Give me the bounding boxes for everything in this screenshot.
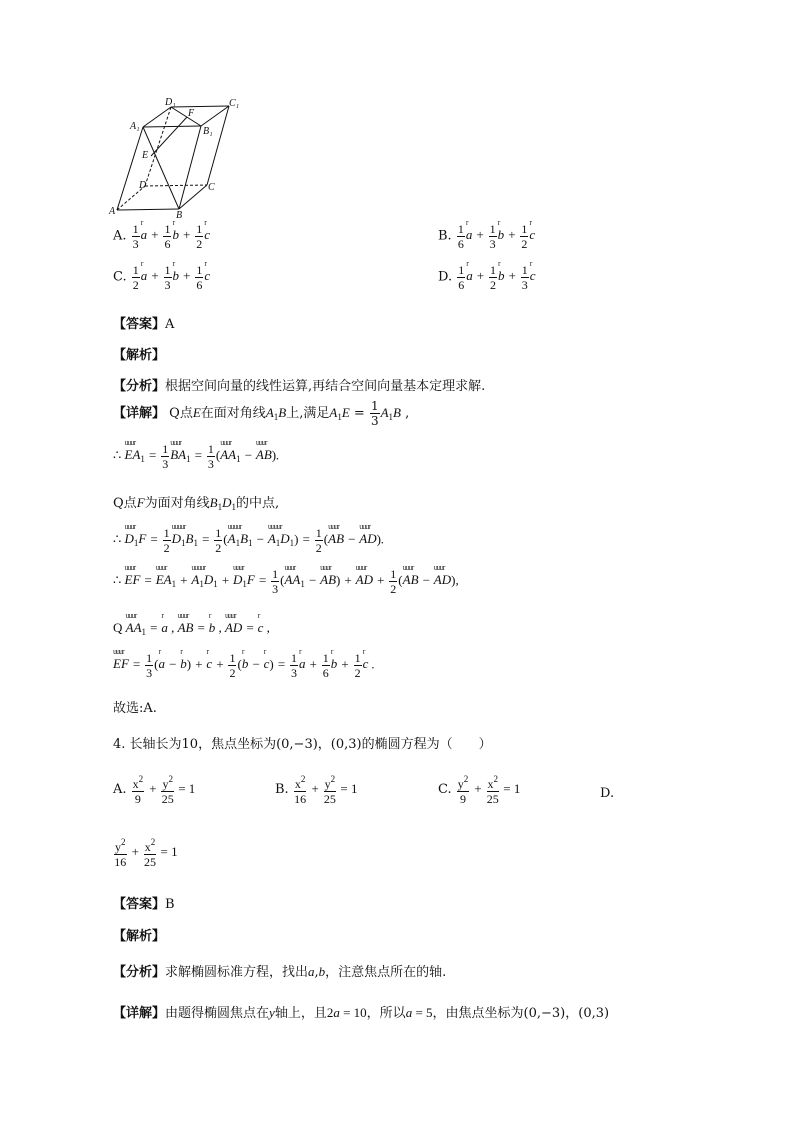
fenxi-label: 【分析】 bbox=[113, 379, 166, 394]
q4-option-b bbox=[275, 775, 357, 805]
edge-b1c1 bbox=[201, 106, 229, 126]
edge-a1b1 bbox=[143, 126, 201, 127]
q4-answer-value: B bbox=[165, 897, 175, 912]
edge-dd1-hidden bbox=[145, 107, 171, 186]
answer-value: A bbox=[165, 317, 175, 332]
q3-eq-d1f: ∴ uuur $D_1F$ = $\frac{1}{2}$ uuuur $D_1B_1$ = $\frac{1}{2}$ (uuuur $A_1B_1$ − uuuur $A_1D_1$) = $\frac{1}{2}$ (uuur AB − uuur AD). bbox=[113, 527, 384, 554]
q4-xiangjie-text5: ， bbox=[565, 1006, 579, 1021]
label-d1: D₁ bbox=[165, 97, 176, 108]
diag-a1b bbox=[143, 127, 179, 209]
q3-point-f: Q点F为面对角线$B_1D_1$的中点, bbox=[113, 495, 280, 512]
point-f-text1: 点 bbox=[123, 496, 137, 511]
option-c bbox=[113, 264, 210, 291]
q4-option-b-expr: $\frac{x^2}{16}$ + $\frac{y^2}{25}$ = 1 bbox=[294, 774, 358, 806]
label-b1: B₁ bbox=[203, 126, 213, 137]
q4-option-c bbox=[438, 775, 520, 805]
edge-aa1 bbox=[117, 127, 143, 210]
option-d bbox=[438, 264, 536, 291]
q4-option-a-expr: $\frac{x^2}{9}$ + $\frac{y^2}{25}$ = 1 bbox=[132, 774, 196, 806]
q4-fenxi-text1: 求解椭圆标准方程，找出 bbox=[165, 965, 309, 980]
option-a-letter: A. bbox=[113, 228, 127, 244]
xiangjie-text2: 在面对角线 bbox=[200, 406, 266, 421]
q4-stem: 4. 长轴长为10，焦点坐标为(0,−3)，(0,3)的椭圆方程为（ ） bbox=[113, 737, 492, 752]
label-a: A bbox=[109, 206, 116, 217]
label-e: E bbox=[142, 150, 149, 161]
edge-bc bbox=[179, 185, 207, 209]
option-c-letter: C. bbox=[113, 269, 127, 285]
option-d-letter: D. bbox=[438, 269, 453, 285]
xiangjie-label: 【详解】 bbox=[113, 406, 166, 421]
q4-option-c-expr: $\frac{y^2}{9}$ + $\frac{x^2}{25}$ = 1 bbox=[457, 774, 521, 806]
q4-option-d-letter: D. bbox=[600, 786, 615, 801]
q4-answer bbox=[113, 893, 175, 912]
q4-xiangjie-label: 【详解】 bbox=[113, 1006, 166, 1021]
q3-eq-final: uuur EF = $\frac{1}{3}$ (r a − r b) + r c + $\frac{1}{2}$ (r b − r c) = $\frac{1}{3}$ r a + $\frac{1}{6}$ r b + $\frac{1}{2}$ r c . bbox=[113, 652, 375, 679]
label-a1: A₁ bbox=[130, 121, 140, 132]
fenxi-text: 根据空间向量的线性运算,再结合空间向量基本定理求解. bbox=[165, 379, 486, 394]
q4-option-c-letter: C. bbox=[438, 781, 452, 797]
option-d-expr: $\frac{1}{6}$ r a + $\frac{1}{2}$ r b + $\frac{1}{3}$ r c bbox=[456, 268, 535, 283]
q4-option-d-expr: $\frac{y^2}{16}$ + $\frac{x^2}{25}$ = 1 bbox=[114, 837, 178, 869]
q3-jiexi-label: 【解析】 bbox=[113, 348, 166, 363]
q3-eq-ef: ∴ uuur EF = uuur $EA_1$ + uuuur $A_1D_1$ + uuur $D_1F$ = $\frac{1}{3}$ (uuur $AA_1$ − uuur AB) + uuur AD + $\frac{1}{2}$ (uuur AB − uuur AD), bbox=[113, 568, 459, 595]
label-c1: C₁ bbox=[229, 98, 240, 109]
edge-bb1 bbox=[179, 126, 201, 209]
option-b bbox=[438, 223, 535, 250]
option-a-expr: $\frac{1}{3}$ r a + $\frac{1}{6}$ r b + $\frac{1}{2}$ r c bbox=[131, 227, 210, 242]
point-f-text3: 的中点, bbox=[236, 496, 280, 511]
xiangjie-text1: 点 bbox=[179, 406, 193, 421]
parallelepiped-figure bbox=[108, 94, 258, 220]
q4-xiangjie-text1: 由题得椭圆焦点在 bbox=[165, 1006, 270, 1021]
q4-jiexi-label: 【解析】 bbox=[113, 929, 166, 944]
label-b: B bbox=[176, 210, 183, 220]
q4-xiangjie-text3: ，所以 bbox=[366, 1006, 406, 1021]
q3-fenxi bbox=[113, 375, 485, 394]
q4-fenxi-text2: ，注意焦点所在的轴. bbox=[325, 965, 447, 980]
q4-fenxi: 【分析】求解椭圆标准方程，找出a,b，注意焦点所在的轴. bbox=[113, 964, 447, 980]
edge-d1a1 bbox=[143, 107, 171, 127]
label-d: D bbox=[139, 180, 147, 191]
label-c: C bbox=[208, 182, 215, 193]
q4-option-b-letter: B. bbox=[275, 781, 289, 797]
q3-substitution: Q uuur $AA_1 = r$ a , uuur AB = r b , uuur AD = r c , bbox=[113, 620, 270, 637]
q3-xiangjie-line1: 【详解】 Q点E在面对角线$A_1B$上,满足$A_1E$ = $\frac{1}{3}$ $A_1B$ , bbox=[113, 399, 410, 428]
edge-dc-hidden bbox=[145, 185, 207, 186]
q3-eq-ea1: ∴ uuur $EA_1$ = $\frac{1}{3}$ uuur $BA_1$ = $\frac{1}{3}$ (uuur $AA_1$ − uuur AB). bbox=[113, 443, 279, 470]
xiangjie-text3: 上,满足 bbox=[286, 406, 330, 421]
answer-label: 【答案】 bbox=[113, 317, 166, 332]
point-f-text2: 为面对角线 bbox=[144, 496, 210, 511]
q4-xiangjie-text2: 轴上，且 bbox=[274, 1006, 327, 1021]
q4-option-a-letter: A. bbox=[113, 781, 127, 797]
edge-ab bbox=[117, 209, 179, 210]
option-b-expr: $\frac{1}{6}$ r a + $\frac{1}{3}$ r b + $\frac{1}{2}$ r c bbox=[456, 227, 535, 242]
edge-cc1 bbox=[207, 106, 229, 185]
option-c-expr: $\frac{1}{2}$ r a + $\frac{1}{3}$ r b + $\frac{1}{6}$ r c bbox=[131, 268, 210, 283]
q4-option-a bbox=[113, 775, 195, 805]
option-a bbox=[113, 223, 210, 250]
label-f: F bbox=[188, 108, 195, 119]
diag-d1b1 bbox=[171, 107, 201, 126]
edge-c1d1 bbox=[171, 106, 229, 107]
because-glyph: Q bbox=[169, 406, 180, 421]
q4-answer-label: 【答案】 bbox=[113, 897, 166, 912]
q3-guxuan: 故选:A. bbox=[113, 701, 157, 716]
q4-xiangjie: 【详解】由题得椭圆焦点在y轴上，且2a = 10，所以a = 5，由焦点坐标为(0,−3)，(0,3) bbox=[113, 1005, 610, 1021]
option-b-letter: B. bbox=[438, 228, 452, 244]
q4-fenxi-label: 【分析】 bbox=[113, 965, 166, 980]
q3-answer bbox=[113, 313, 174, 332]
q4-xiangjie-text4: ，由焦点坐标为 bbox=[432, 1006, 524, 1021]
